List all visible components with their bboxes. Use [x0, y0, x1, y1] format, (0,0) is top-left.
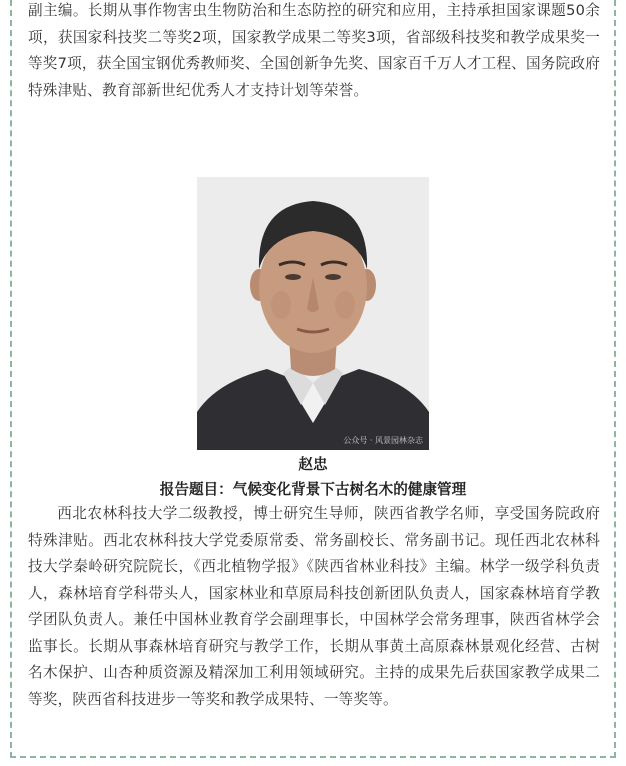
- portrait-illustration: [197, 177, 429, 450]
- dashed-frame-bottom: [10, 756, 616, 758]
- dashed-frame-right: [614, 0, 616, 758]
- report-title: 报告题目：气候变化背景下古树名木的健康管理: [159, 481, 467, 498]
- dashed-frame-left: [10, 0, 12, 758]
- speaker-name: 赵忠: [298, 456, 328, 473]
- speaker-bio: 西北农林科技大学二级教授，博士研究生导师，陕西省教学名师，享受国务院政府特殊津贴。西北农林科技大学党委原常委、常务副校长、常务副书记。现任西北农林科技大学秦岭研究院院长，《西北植物学报》《陕西省林业科技》主编。林学一级学科负责人，森林培育学科带头人，国家林业和草原局科技创新团队负责人，国家森林培育学教学团队负责人。兼任中国林业教育学会副理事长，中国林学会常务理事，陕西省林学会监事长。长期从事森林培育研究与教学工作，长期从事黄土高原森林景观化经营、古树名木保护、山杏种质资源及精深加工利用领域研究。主持的成果先后获国家教学成果二等奖，陕西省科技进步一等奖和教学成果特、一等奖等。: [28, 505, 600, 708]
- previous-bio-paragraph: 副主编。长期从事作物害虫生物防治和生态防控的研究和应用，主持承担国家课题50余项，获国家科技奖二等奖2项，国家教学成果二等奖3项，省部级科技奖和教学成果奖一等奖7项，获全国宝钢优秀教师奖、全国创新争先奖、国家百千万人才工程、国务院政府特殊津贴、教育部新世纪优秀人才支持计划等荣誉。: [28, 2, 600, 99]
- speaker-portrait: [197, 177, 429, 450]
- photo-watermark: 公众号 · 风景园林杂志: [343, 436, 423, 445]
